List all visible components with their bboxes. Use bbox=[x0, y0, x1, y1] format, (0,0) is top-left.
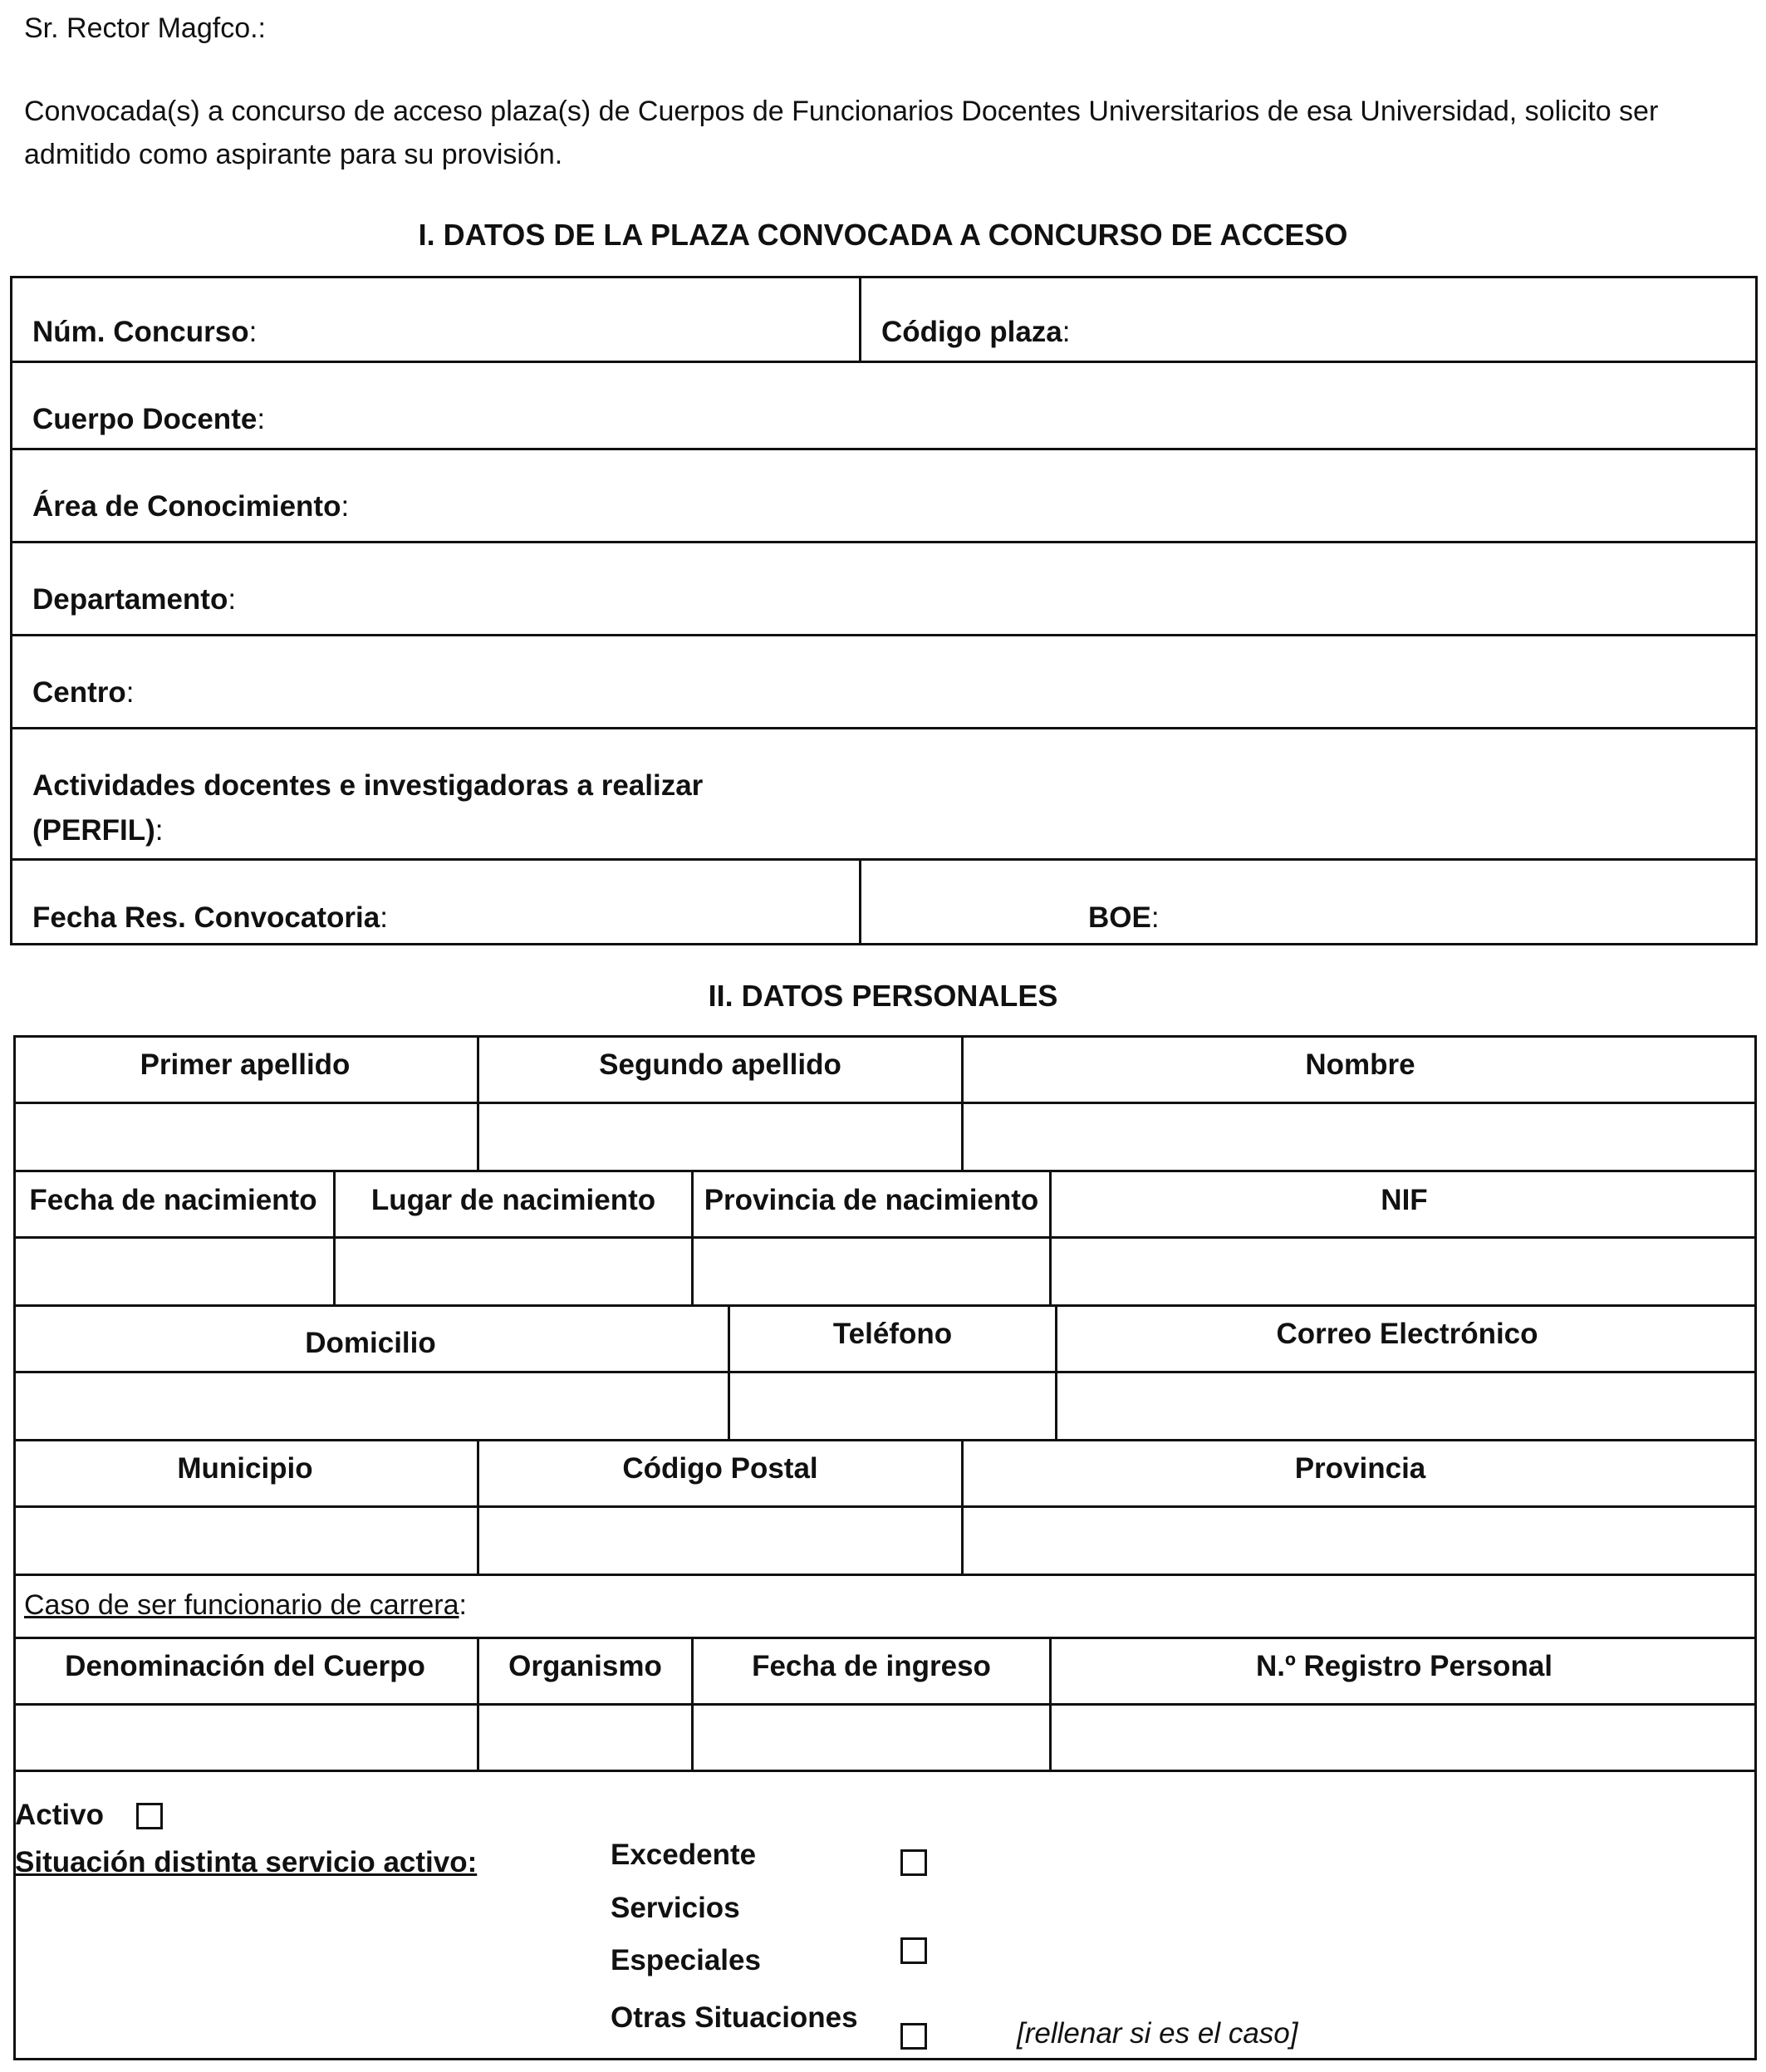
excedente-label: Excedente bbox=[611, 1839, 757, 1871]
segundo-apellido-header: Segundo apellido bbox=[599, 1048, 841, 1081]
codigo-plaza-field[interactable] bbox=[881, 316, 1071, 349]
activo-label: Activo bbox=[15, 1799, 104, 1831]
nif-input[interactable] bbox=[1052, 1239, 1754, 1304]
otras-situaciones-label: Otras Situaciones bbox=[611, 2001, 858, 2034]
divider bbox=[10, 361, 1758, 363]
colon: : bbox=[380, 901, 388, 934]
divider bbox=[13, 1770, 1757, 1772]
divider bbox=[859, 858, 861, 945]
nombre-input[interactable] bbox=[964, 1104, 1754, 1170]
centro-label: Centro bbox=[32, 676, 126, 709]
primer-apellido-header: Primer apellido bbox=[140, 1048, 351, 1081]
divider bbox=[10, 858, 1758, 861]
fecha-nacimiento-header: Fecha de nacimiento bbox=[29, 1184, 317, 1216]
colon: : bbox=[248, 316, 258, 348]
colon: : bbox=[1062, 316, 1071, 348]
municipio-input[interactable] bbox=[16, 1508, 477, 1574]
num-concurso-field[interactable] bbox=[32, 316, 257, 349]
fecha-ingreso-input[interactable] bbox=[694, 1706, 1049, 1770]
correo-input[interactable] bbox=[1057, 1373, 1754, 1439]
divider bbox=[13, 1574, 1757, 1576]
colon: : bbox=[341, 490, 350, 523]
organismo-header: Organismo bbox=[508, 1650, 662, 1682]
boe-label: BOE bbox=[1088, 901, 1151, 934]
divider bbox=[13, 1637, 1757, 1639]
domicilio-input[interactable] bbox=[16, 1373, 728, 1439]
cuerpo-docente-label: Cuerpo Docente bbox=[32, 403, 258, 435]
lugar-nacimiento-header: Lugar de nacimiento bbox=[370, 1184, 656, 1216]
divider bbox=[13, 1439, 1757, 1441]
divider bbox=[10, 727, 1758, 729]
actividades-label-line-1: Actividades docentes e investigadoras a realizar bbox=[32, 769, 704, 802]
servicios-especiales-label-line-1: Servicios bbox=[611, 1892, 740, 1924]
correo-header: Correo Electrónico bbox=[1276, 1318, 1538, 1350]
codigo-postal-header: Código Postal bbox=[622, 1452, 818, 1485]
domicilio-header: Domicilio bbox=[305, 1327, 436, 1359]
area-conocimiento-field[interactable] bbox=[32, 490, 349, 523]
colon: : bbox=[155, 814, 164, 847]
provincia-nacimiento-input[interactable] bbox=[694, 1239, 1049, 1304]
colon: : bbox=[125, 676, 135, 709]
centro-field[interactable] bbox=[32, 676, 135, 709]
lugar-nacimiento-input[interactable] bbox=[336, 1239, 691, 1304]
num-concurso-label: Núm. Concurso bbox=[32, 316, 249, 348]
fecha-res-field[interactable] bbox=[32, 901, 388, 935]
colon: : bbox=[1150, 901, 1160, 934]
segundo-apellido-input[interactable] bbox=[479, 1104, 961, 1170]
fecha-ingreso-header: Fecha de ingreso bbox=[752, 1650, 991, 1682]
divider bbox=[10, 541, 1758, 543]
divider bbox=[10, 448, 1758, 450]
colon: : bbox=[257, 403, 266, 435]
situacion-distinta-label: Situación distinta servicio activo: bbox=[15, 1846, 478, 1878]
rellenar-note: [rellenar si es el caso] bbox=[1017, 2017, 1298, 2050]
divider bbox=[10, 634, 1758, 636]
divider bbox=[859, 276, 861, 361]
actividades-field[interactable] bbox=[32, 814, 164, 847]
telefono-input[interactable] bbox=[730, 1373, 1055, 1439]
excedente-checkbox[interactable] bbox=[900, 1849, 927, 1876]
denominacion-cuerpo-input[interactable] bbox=[16, 1706, 477, 1770]
codigo-postal-input[interactable] bbox=[479, 1508, 961, 1574]
nif-header: NIF bbox=[1381, 1184, 1428, 1216]
area-conocimiento-label: Área de Conocimiento bbox=[32, 490, 341, 523]
telefono-header: Teléfono bbox=[832, 1318, 953, 1350]
divider bbox=[13, 1170, 1757, 1172]
intro-line-1: Convocada(s) a concurso de acceso plaza(s) de Cuerpos de Funcionarios Docentes Universitarios de esa Universidad, solicito ser bbox=[24, 96, 1659, 127]
section-2-title: II. DATOS PERSONALES bbox=[708, 979, 1058, 1013]
servicios-especiales-label-line-2: Especiales bbox=[611, 1944, 761, 1976]
cuerpo-docente-field[interactable] bbox=[32, 403, 265, 436]
registro-personal-header: N.º Registro Personal bbox=[1255, 1650, 1553, 1682]
otras-situaciones-checkbox[interactable] bbox=[900, 2023, 927, 2050]
servicios-especiales-checkbox[interactable] bbox=[900, 1937, 927, 1964]
departamento-label: Departamento bbox=[32, 583, 228, 616]
codigo-plaza-label: Código plaza bbox=[881, 316, 1062, 348]
primer-apellido-input[interactable] bbox=[16, 1104, 477, 1170]
provincia-input[interactable] bbox=[964, 1508, 1754, 1574]
municipio-header: Municipio bbox=[177, 1452, 313, 1485]
registro-personal-input[interactable] bbox=[1052, 1706, 1754, 1770]
section-1-title: I. DATOS DE LA PLAZA CONVOCADA A CONCURSO DE ACCESO bbox=[418, 218, 1348, 252]
departamento-field[interactable] bbox=[32, 583, 236, 616]
intro-line-2: admitido como aspirante para su provisión. bbox=[24, 139, 563, 170]
denominacion-cuerpo-header: Denominación del Cuerpo bbox=[65, 1650, 425, 1682]
organismo-input[interactable] bbox=[479, 1706, 691, 1770]
salutation: Sr. Rector Magfco.: bbox=[24, 12, 266, 44]
colon: : bbox=[228, 583, 237, 616]
boe-field[interactable] bbox=[1088, 901, 1160, 935]
caso-funcionario-text: Caso de ser funcionario de carrera bbox=[24, 1589, 459, 1621]
nombre-header: Nombre bbox=[1305, 1048, 1415, 1081]
perfil-label: (PERFIL) bbox=[32, 814, 155, 847]
fecha-res-label: Fecha Res. Convocatoria bbox=[32, 901, 380, 934]
caso-funcionario-label bbox=[24, 1589, 467, 1622]
section-1-border bbox=[10, 276, 1758, 945]
colon: : bbox=[459, 1589, 467, 1621]
fecha-nacimiento-input[interactable] bbox=[16, 1239, 333, 1304]
provincia-nacimiento-header: Provincia de nacimiento bbox=[704, 1184, 1039, 1216]
activo-checkbox[interactable] bbox=[136, 1803, 163, 1829]
divider bbox=[13, 1304, 1757, 1307]
provincia-header: Provincia bbox=[1294, 1452, 1426, 1485]
